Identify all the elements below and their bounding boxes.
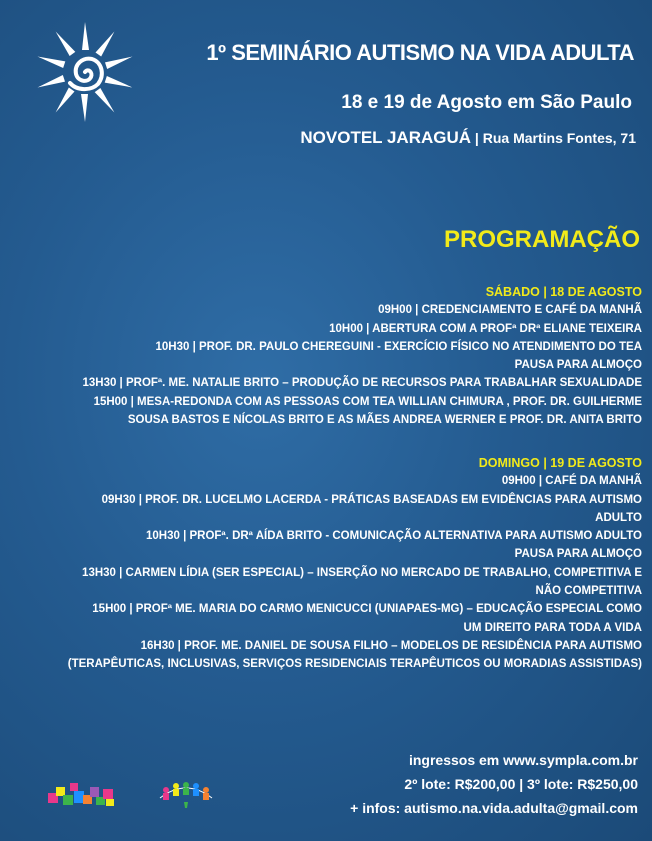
programacao-heading: PROGRAMAÇÃO xyxy=(444,226,640,253)
tickets-info: ingressos em www.sympla.com.br xyxy=(408,752,638,768)
schedule-line: 15H00 | MESA-REDONDA COM AS PESSOAS COM TEA WILLIAN CHIMURA , PROF. DR. GUILHERME xyxy=(93,395,642,408)
schedule-line: 10H30 | PROFª. DRª AÍDA BRITO - COMUNICAÇÃO ALTERNATIVA PARA AUTISMO ADULTO xyxy=(145,530,642,543)
schedule-line: 09H30 | PROF. DR. LUCELMO LACERDA - PRÁTICAS BASEADAS EM EVIDÊNCIAS PARA AUTISMO xyxy=(101,493,642,506)
schedule-line: 15H00 | PROFª ME. MARIA DO CARMO MENICUCCI (UNIAPAES-MG) – EDUCAÇÃO ESPECIAL COMO xyxy=(92,603,642,616)
schedule-line: ADULTO xyxy=(595,511,642,524)
venue-address: | Rua Martins Fontes, 71 xyxy=(471,130,636,146)
schedule-line: 10H30 | PROF. DR. PAULO CHEREGUINI - EXERCÍCIO FÍSICO NO ATENDIMENTO DO TEA xyxy=(155,340,642,353)
people-circle-logo xyxy=(156,776,216,808)
schedule-line: PAUSA PARA ALMOÇO xyxy=(514,548,642,561)
schedule-line: 13H30 | PROFª. ME. NATALIE BRITO – PRODUÇÃO DE RECURSOS PARA TRABALHAR SEXUALIDADE xyxy=(82,377,642,390)
puzzle-logo xyxy=(46,775,118,819)
schedule-line: SOUSA BASTOS E NÍCOLAS BRITO E AS MÃES ANDREA WERNER E PROF. DR. ANITA BRITO xyxy=(127,414,642,427)
ticket-prices: 2º lote: R$200,00 | 3º lote: R$250,00 xyxy=(404,776,638,792)
schedule-line: UM DIREITO PARA TODA A VIDA xyxy=(463,621,642,634)
saturday-schedule xyxy=(2,283,642,429)
schedule-line: NÃO COMPETITIVA xyxy=(535,585,642,598)
schedule-line: 09H00 | CREDENCIAMENTO E CAFÉ DA MANHÃ xyxy=(378,304,642,317)
schedule-line: 16H30 | PROF. ME. DANIEL DE SOUSA FILHO – MODELOS DE RESIDÊNCIA PARA AUTISMO xyxy=(140,639,642,652)
contact-info: + infos: autismo.na.vida.adulta@gmail.com xyxy=(350,800,638,816)
schedule-line: 13H30 | CARMEN LÍDIA (SER ESPECIAL) – INSERÇÃO NO MERCADO DE TRABALHO, COMPETITIVA E xyxy=(82,566,642,579)
saturday-label: SÁBADO | 18 DE AGOSTO xyxy=(485,285,642,299)
schedule-line: PAUSA PARA ALMOÇO xyxy=(514,359,642,372)
schedule-line: (TERAPÊUTICAS, INCLUSIVAS, SERVIÇOS RESIDENCIAIS TERAPÊUTICOS OU MORADIAS ASSISTIDAS) xyxy=(67,658,642,671)
schedule-line: 09H00 | CAFÉ DA MANHÃ xyxy=(501,475,642,488)
sunday-label: DOMINGO | 19 DE AGOSTO xyxy=(478,456,642,470)
sunday-schedule xyxy=(2,454,642,674)
event-venue xyxy=(300,128,636,148)
schedule-line: 10H00 | ABERTURA COM A PROFª DRª ELIANE TEIXEIRA xyxy=(329,322,642,335)
venue-name: NOVOTEL JARAGUÁ xyxy=(300,128,472,147)
spiral-sun-icon xyxy=(30,20,140,130)
event-title: 1º SEMINÁRIO AUTISMO NA VIDA ADULTA xyxy=(206,40,634,65)
event-dates: 18 e 19 de Agosto em São Paulo xyxy=(341,92,632,113)
